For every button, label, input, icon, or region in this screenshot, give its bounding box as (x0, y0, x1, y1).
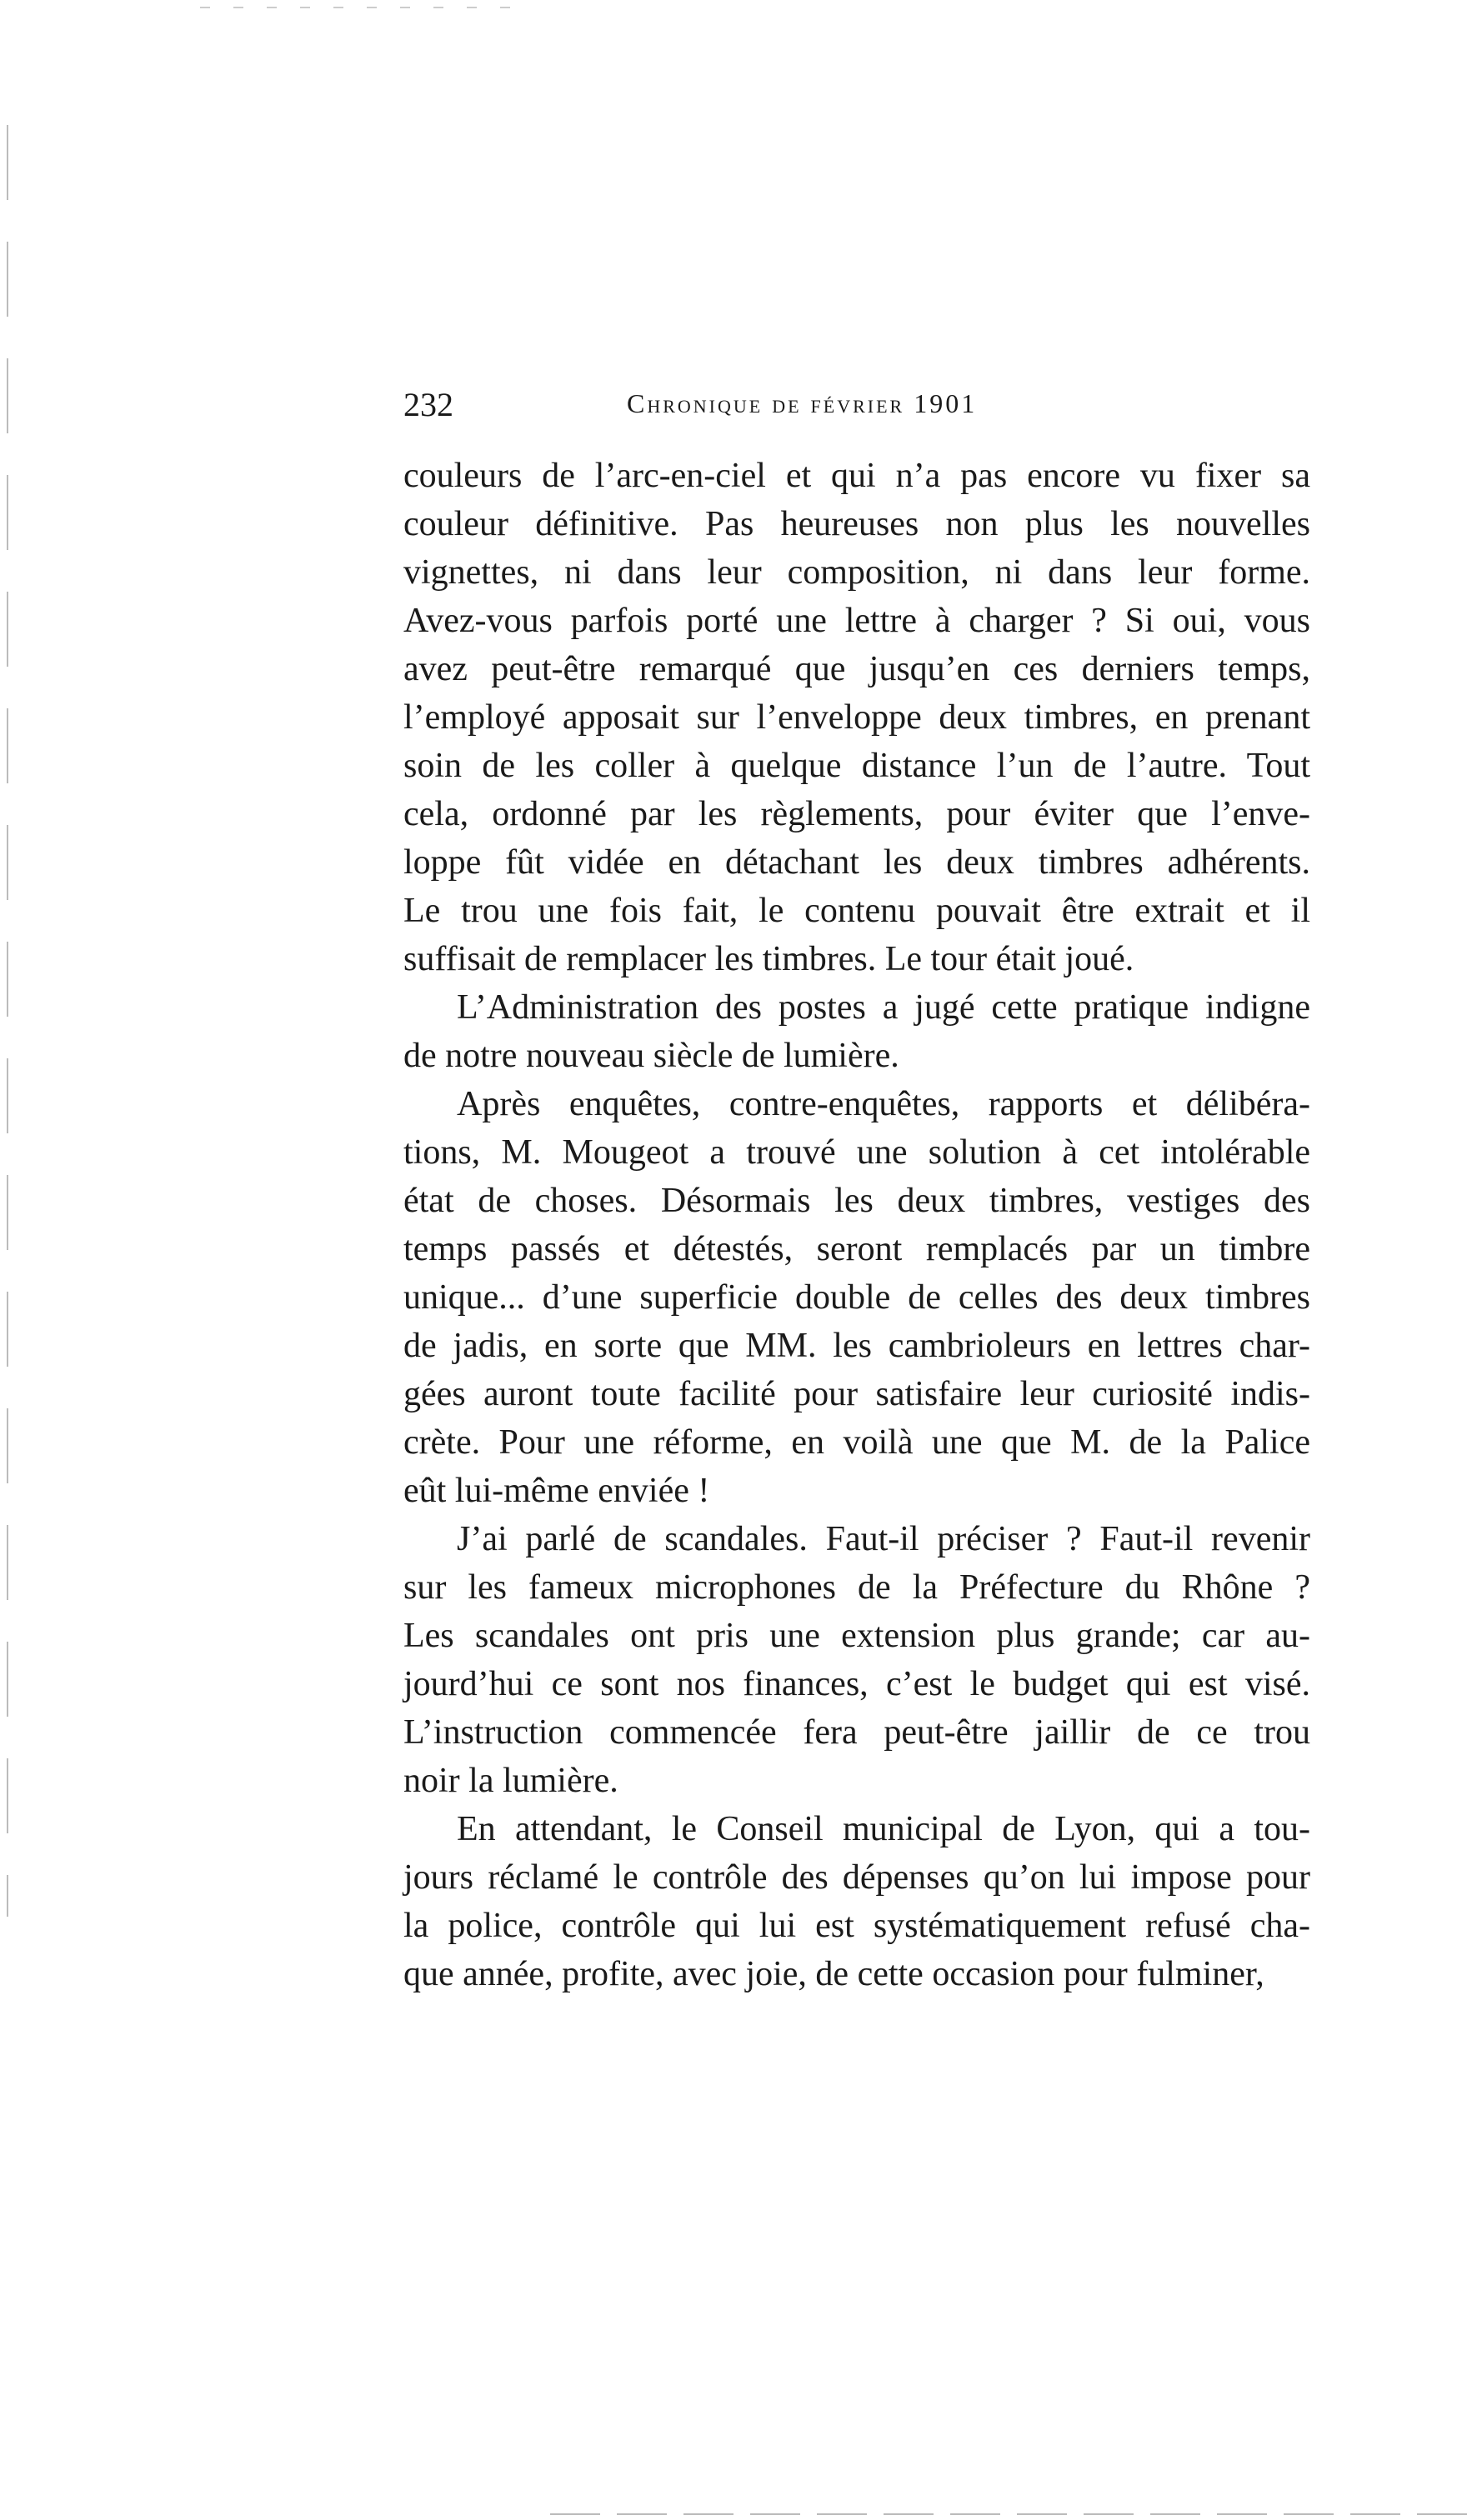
text-line: couleurs de l’arc-en-ciel et qui n’a pas encore vu fixer sa (403, 457, 1310, 495)
text-line: unique... d’une superficie double de celles des deux timbres (403, 1278, 1310, 1317)
text-line: sur les fameux microphones de la Préfecture du Rhône ? (403, 1568, 1310, 1607)
paragraph (403, 983, 1310, 1080)
text-line: soin de les coller à quelque distance l’un de l’autre. Tout (403, 747, 1310, 785)
text-line: vignettes, ni dans leur composition, ni dans leur forme. (403, 553, 1310, 592)
text-line: J’ai parlé de scandales. Faut-il préciser ? Faut-il revenir (457, 1520, 1310, 1558)
body-text (403, 452, 1310, 1998)
text-line: tions, M. Mougeot a trouvé une solution à cet intolérable (403, 1133, 1310, 1172)
paragraph (403, 1805, 1310, 1998)
paragraph (403, 1515, 1310, 1805)
scan-edge-bottom (550, 2513, 1467, 2515)
text-line: Avez-vous parfois porté une lettre à charger ? Si oui, vous (403, 602, 1310, 640)
text-line: l’employé apposait sur l’enveloppe deux timbres, en prenant (403, 698, 1310, 737)
text-line: la police, contrôle qui lui est systématiquement refusé cha- (403, 1907, 1310, 1945)
scan-edge-top (200, 7, 517, 8)
page-header (403, 385, 1312, 427)
text-line: En attendant, le Conseil municipal de Lyon, qui a tou- (457, 1810, 1310, 1848)
paragraph (403, 452, 1310, 983)
text-line: état de choses. Désormais les deux timbres, vestiges des (403, 1182, 1310, 1220)
text-line: Les scandales ont pris une extension plus grande; car au- (403, 1617, 1310, 1655)
text-line: loppe fût vidée en détachant les deux timbres adhérents. (403, 843, 1310, 882)
text-line: suffisait de remplacer les timbres. Le tour était joué. (403, 940, 1134, 978)
text-line: gées auront toute facilité pour satisfaire leur curiosité indis- (403, 1375, 1310, 1413)
scan-edge-left (7, 125, 8, 1917)
paragraph (403, 1080, 1310, 1515)
text-line: L’Administration des postes a jugé cette pratique indigne (457, 988, 1310, 1027)
page-number: 232 (403, 386, 453, 423)
text-line: jourd’hui ce sont nos finances, c’est le budget qui est visé. (403, 1665, 1310, 1703)
text-line: Après enquêtes, contre-enquêtes, rapports et délibéra- (457, 1085, 1310, 1123)
text-line: L’instruction commencée fera peut-être jaillir de ce trou (403, 1713, 1310, 1752)
text-line: temps passés et détestés, seront remplacés par un timbre (403, 1230, 1310, 1268)
text-line: avez peut-être remarqué que jusqu’en ces derniers temps, (403, 650, 1310, 688)
text-line: cela, ordonné par les règlements, pour éviter que l’enve- (403, 795, 1310, 833)
text-line: jours réclamé le contrôle des dépenses qu’on lui impose pour (403, 1858, 1310, 1897)
text-line: noir la lumière. (403, 1762, 618, 1800)
text-line: de notre nouveau siècle de lumière. (403, 1037, 899, 1075)
text-line: crète. Pour une réforme, en voilà une que M. de la Palice (403, 1423, 1310, 1462)
text-line: de jadis, en sorte que MM. les cambrioleurs en lettres char- (403, 1327, 1310, 1365)
running-title: Chronique de février 1901 (627, 388, 978, 418)
text-line: que année, profite, avec joie, de cette occasion pour fulminer, (403, 1955, 1264, 1993)
text-line: Le trou une fois fait, le contenu pouvait être extrait et il (403, 892, 1310, 930)
text-line: eût lui-même enviée ! (403, 1472, 710, 1510)
text-line: couleur définitive. Pas heureuses non plus les nouvelles (403, 505, 1310, 543)
